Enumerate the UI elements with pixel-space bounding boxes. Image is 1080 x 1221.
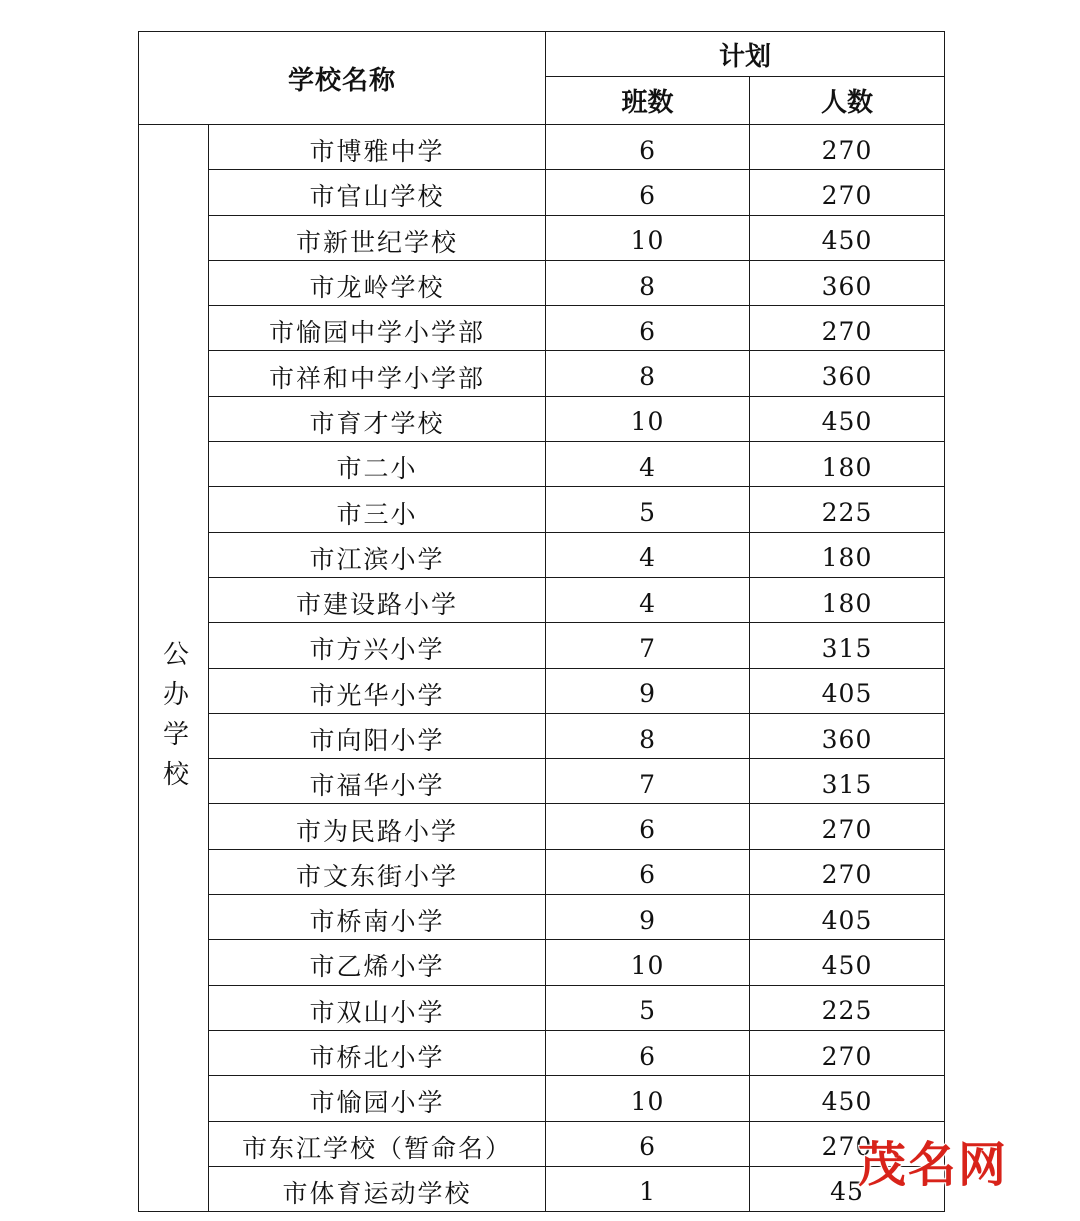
classes-cell: 4 — [546, 577, 750, 622]
students-cell: 450 — [750, 940, 945, 985]
school-name-cell: 市乙烯小学 — [209, 940, 546, 985]
school-name-cell: 市福华小学 — [209, 759, 546, 804]
school-name-cell: 市官山学校 — [209, 170, 546, 215]
classes-cell: 6 — [546, 1121, 750, 1166]
classes-cell: 10 — [546, 940, 750, 985]
school-name-cell: 市桥北小学 — [209, 1030, 546, 1075]
header-school-name: 学校名称 — [139, 32, 546, 125]
classes-cell: 1 — [546, 1166, 750, 1211]
classes-cell: 6 — [546, 170, 750, 215]
students-cell: 450 — [750, 1076, 945, 1121]
classes-cell: 6 — [546, 1030, 750, 1075]
school-name-cell: 市桥南小学 — [209, 895, 546, 940]
school-name-cell: 市博雅中学 — [209, 125, 546, 170]
enrollment-plan-table — [138, 31, 945, 1212]
classes-cell: 6 — [546, 306, 750, 351]
students-cell: 405 — [750, 668, 945, 713]
header-students: 人数 — [750, 77, 945, 125]
table-row — [139, 940, 945, 985]
table-row — [139, 577, 945, 622]
school-name-cell: 市祥和中学小学部 — [209, 351, 546, 396]
classes-cell: 6 — [546, 125, 750, 170]
header-classes: 班数 — [546, 77, 750, 125]
classes-cell: 4 — [546, 442, 750, 487]
classes-cell: 8 — [546, 260, 750, 305]
table-row — [139, 895, 945, 940]
school-name-cell: 市龙岭学校 — [209, 260, 546, 305]
school-name-cell: 市建设路小学 — [209, 577, 546, 622]
classes-cell: 4 — [546, 532, 750, 577]
category-cell — [139, 125, 209, 1212]
table-row — [139, 1030, 945, 1075]
students-cell: 360 — [750, 713, 945, 758]
students-cell: 270 — [750, 1121, 945, 1166]
students-cell: 315 — [750, 623, 945, 668]
table-row — [139, 215, 945, 260]
students-cell: 450 — [750, 396, 945, 441]
students-cell: 405 — [750, 895, 945, 940]
table-row — [139, 442, 945, 487]
school-name-cell: 市二小 — [209, 442, 546, 487]
students-cell: 270 — [750, 1030, 945, 1075]
classes-cell: 9 — [546, 895, 750, 940]
table-row — [139, 125, 945, 170]
school-name-cell: 市双山小学 — [209, 985, 546, 1030]
table-body — [139, 125, 945, 1212]
students-cell: 180 — [750, 577, 945, 622]
table-row — [139, 260, 945, 305]
table-row — [139, 351, 945, 396]
table-row — [139, 1166, 945, 1211]
watermark-logo: 茂名网 — [858, 1137, 1009, 1193]
table-row — [139, 396, 945, 441]
school-name-cell: 市为民路小学 — [209, 804, 546, 849]
school-name-cell: 市文东街小学 — [209, 849, 546, 894]
students-cell: 270 — [750, 849, 945, 894]
students-cell: 270 — [750, 125, 945, 170]
table-row — [139, 487, 945, 532]
table-row — [139, 713, 945, 758]
students-cell: 450 — [750, 215, 945, 260]
school-name-cell: 市新世纪学校 — [209, 215, 546, 260]
classes-cell: 8 — [546, 351, 750, 396]
classes-cell: 8 — [546, 713, 750, 758]
table-row — [139, 306, 945, 351]
school-name-cell: 市江滨小学 — [209, 532, 546, 577]
students-cell: 180 — [750, 532, 945, 577]
classes-cell: 5 — [546, 487, 750, 532]
table-row — [139, 1076, 945, 1121]
classes-cell: 6 — [546, 804, 750, 849]
classes-cell: 9 — [546, 668, 750, 713]
table-row — [139, 849, 945, 894]
school-name-cell: 市育才学校 — [209, 396, 546, 441]
students-cell: 270 — [750, 804, 945, 849]
school-name-cell: 市东江学校（暂命名） — [209, 1121, 546, 1166]
school-name-cell: 市光华小学 — [209, 668, 546, 713]
school-name-cell: 市体育运动学校 — [209, 1166, 546, 1211]
classes-cell: 6 — [546, 849, 750, 894]
school-name-cell: 市愉园小学 — [209, 1076, 546, 1121]
classes-cell: 7 — [546, 623, 750, 668]
students-cell: 360 — [750, 351, 945, 396]
classes-cell: 10 — [546, 396, 750, 441]
students-cell: 225 — [750, 487, 945, 532]
students-cell: 315 — [750, 759, 945, 804]
classes-cell: 10 — [546, 1076, 750, 1121]
table-row — [139, 759, 945, 804]
school-name-cell: 市向阳小学 — [209, 713, 546, 758]
table-row — [139, 1121, 945, 1166]
table-row — [139, 985, 945, 1030]
classes-cell: 5 — [546, 985, 750, 1030]
students-cell: 270 — [750, 306, 945, 351]
students-cell: 225 — [750, 985, 945, 1030]
students-cell: 270 — [750, 170, 945, 215]
school-name-cell: 市三小 — [209, 487, 546, 532]
students-cell: 180 — [750, 442, 945, 487]
table-row — [139, 668, 945, 713]
header-row-1 — [139, 32, 945, 77]
school-name-cell: 市方兴小学 — [209, 623, 546, 668]
school-name-cell: 市愉园中学小学部 — [209, 306, 546, 351]
classes-cell: 10 — [546, 215, 750, 260]
classes-cell: 7 — [546, 759, 750, 804]
table-row — [139, 804, 945, 849]
students-cell: 360 — [750, 260, 945, 305]
students-cell: 45 — [750, 1166, 945, 1211]
table-row — [139, 623, 945, 668]
header-plan: 计划 — [546, 32, 945, 77]
category-label: 公办学校 — [158, 639, 189, 800]
table-row — [139, 532, 945, 577]
table-row — [139, 170, 945, 215]
